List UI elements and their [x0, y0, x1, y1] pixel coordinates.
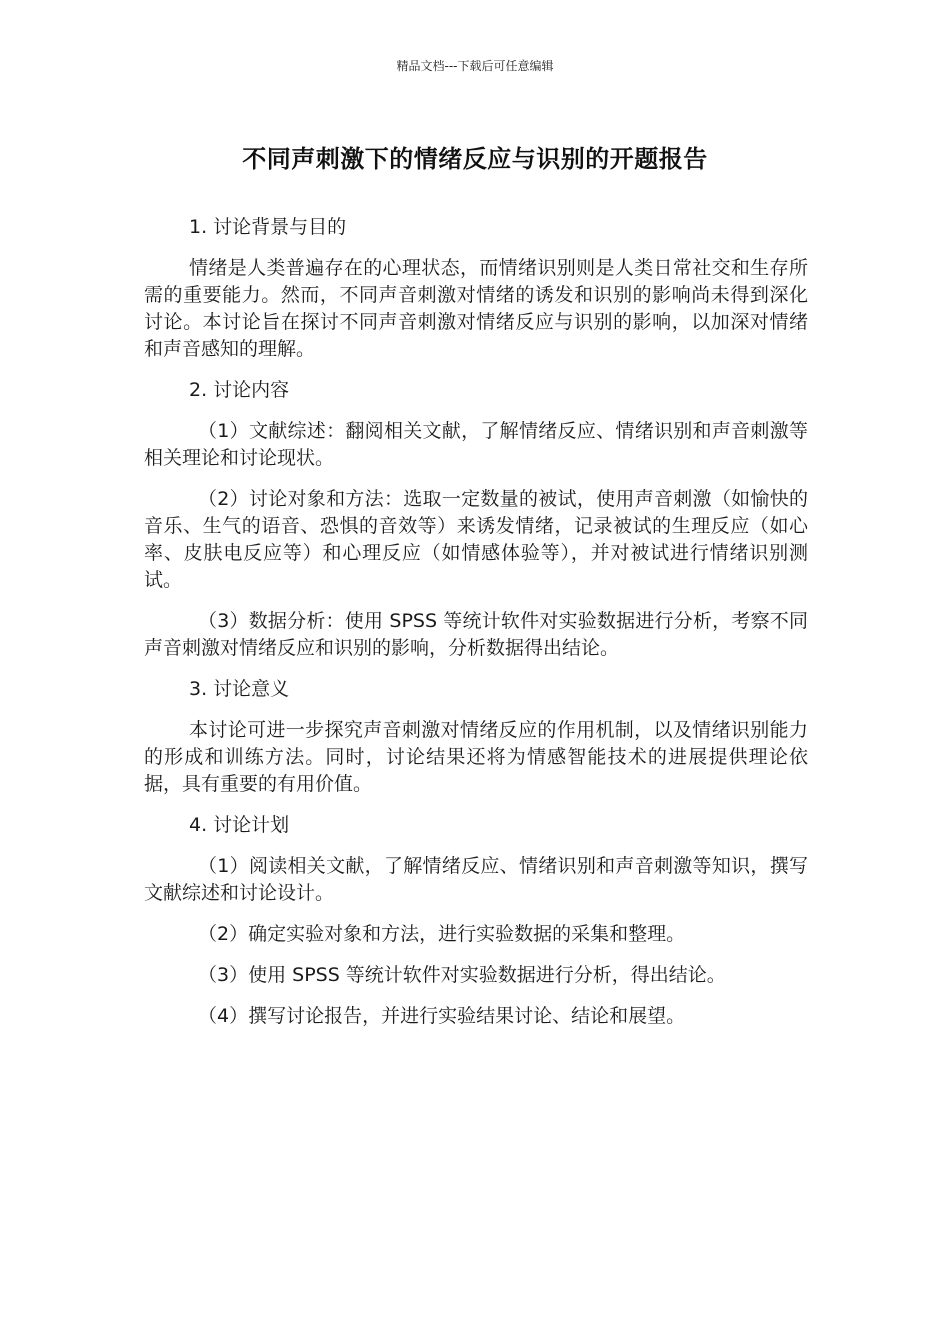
- section-background: [144, 214, 808, 363]
- list-item: （3）使用 SPSS 等统计软件对实验数据进行分析，得出结论。: [198, 964, 726, 986]
- section-significance: [144, 676, 808, 798]
- list-item: （3）数据分析：使用 SPSS 等统计软件对实验数据进行分析，考察不同声音刺激对情绪反应和识别的影响，分析数据得出结论。: [144, 610, 808, 659]
- document-title: 不同声刺激下的情绪反应与识别的开题报告: [242, 145, 708, 173]
- list-item: （1）阅读相关文献，了解情绪反应、情绪识别和声音刺激等知识，撰写文献综述和讨论设计。: [144, 855, 808, 904]
- section-heading: 2. 讨论内容: [189, 379, 290, 401]
- document-body: [144, 214, 808, 1044]
- section-heading: 4. 讨论计划: [189, 814, 290, 836]
- section-plan: [144, 812, 808, 1030]
- list-item: （2）确定实验对象和方法，进行实验数据的采集和整理。: [198, 923, 686, 945]
- section-heading: 1. 讨论背景与目的: [189, 216, 347, 238]
- section-heading: 3. 讨论意义: [189, 678, 290, 700]
- section-paragraph: 本讨论可进一步探究声音刺激对情绪反应的作用机制，以及情绪识别能力的形成和训练方法。同时，讨论结果还将为情感智能技术的进展提供理论依据，具有重要的有用价值。: [144, 719, 808, 795]
- section-paragraph: 情绪是人类普遍存在的心理状态，而情绪识别则是人类日常社交和生存所需的重要能力。然而，不同声音刺激对情绪的诱发和识别的影响尚未得到深化讨论。本讨论旨在探讨不同声音刺激对情绪反应与识别的影响，以加深对情绪和声音感知的理解。: [144, 257, 808, 360]
- page-header: 精品文档---下载后可任意编辑: [396, 59, 554, 73]
- list-item: （1）文献综述：翻阅相关文献，了解情绪反应、情绪识别和声音刺激等相关理论和讨论现状。: [144, 420, 808, 469]
- list-item: （4）撰写讨论报告，并进行实验结果讨论、结论和展望。: [198, 1005, 686, 1027]
- section-content: [144, 377, 808, 662]
- list-item: （2）讨论对象和方法：选取一定数量的被试，使用声音刺激（如愉快的音乐、生气的语音、恐惧的音效等）来诱发情绪，记录被试的生理反应（如心率、皮肤电反应等）和心理反应（如情感体验等），并对被试进行情绪识别测试。: [144, 488, 808, 591]
